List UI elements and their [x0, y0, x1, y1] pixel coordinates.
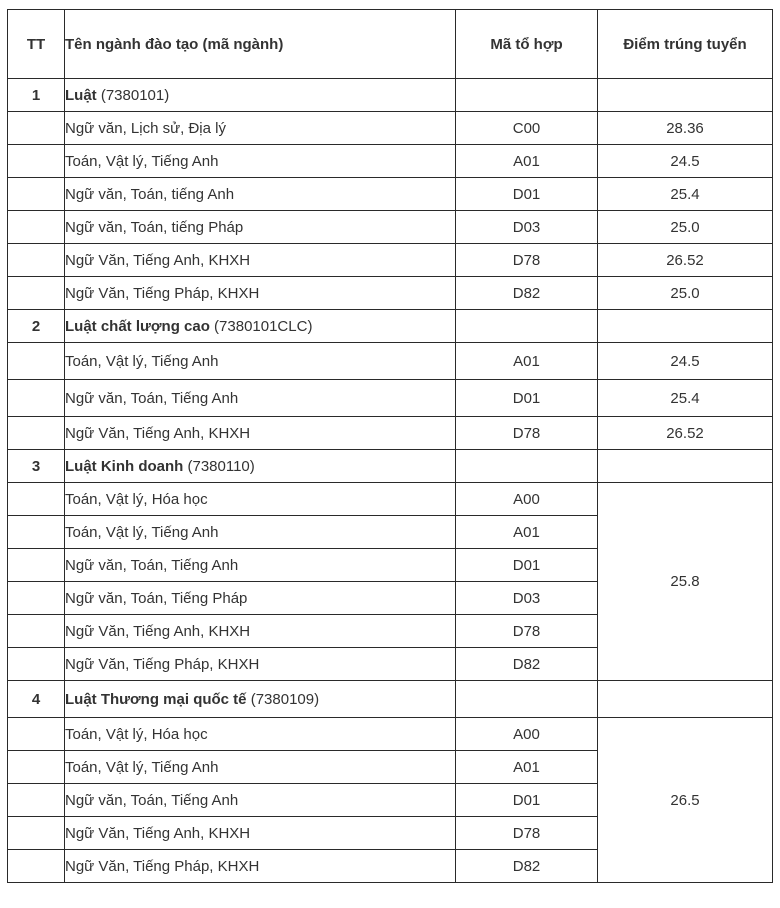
- header-row: [8, 10, 773, 79]
- major-code: (7380109): [246, 690, 320, 708]
- admission-score: 28.36: [598, 112, 773, 145]
- combination-code: A01: [456, 516, 598, 549]
- combination-code: D01: [456, 549, 598, 582]
- header-combination-code: Mã tổ hợp: [456, 10, 598, 79]
- section-number: 1: [8, 79, 65, 112]
- combination-code: D01: [456, 380, 598, 417]
- empty-cell: [8, 277, 65, 310]
- empty-cell: [8, 417, 65, 450]
- combination-code: D78: [456, 615, 598, 648]
- empty-cell: [8, 850, 65, 883]
- empty-cell: [598, 681, 773, 718]
- empty-cell: [456, 681, 598, 718]
- combination-code: A00: [456, 483, 598, 516]
- major-code: (7380101CLC): [209, 317, 313, 335]
- empty-cell: [8, 582, 65, 615]
- empty-cell: [8, 211, 65, 244]
- major-name: Luật Kinh doanh: [65, 457, 184, 475]
- subject-combination: Ngữ văn, Toán, Tiếng Anh: [65, 380, 456, 417]
- empty-cell: [8, 817, 65, 850]
- empty-cell: [8, 244, 65, 277]
- combination-code: D82: [456, 648, 598, 681]
- subject-combination: Ngữ văn, Lịch sử, Địa lý: [65, 112, 456, 145]
- subject-combination: Toán, Vật lý, Hóa học: [65, 483, 456, 516]
- merged-admission-score: 25.8: [598, 483, 773, 681]
- admission-score: 24.5: [598, 343, 773, 380]
- table-row: [8, 380, 773, 417]
- major-title: [65, 681, 456, 718]
- combination-code: A01: [456, 343, 598, 380]
- empty-cell: [8, 516, 65, 549]
- combination-code: D03: [456, 211, 598, 244]
- table-row: [8, 343, 773, 380]
- major-title: [65, 310, 456, 343]
- empty-cell: [456, 310, 598, 343]
- major-name: Luật chất lượng cao: [65, 317, 210, 335]
- subject-combination: Ngữ văn, Toán, tiếng Anh: [65, 178, 456, 211]
- major-name: Luật: [65, 86, 97, 104]
- section-number: 2: [8, 310, 65, 343]
- subject-combination: Toán, Vật lý, Tiếng Anh: [65, 751, 456, 784]
- combination-code: D82: [456, 277, 598, 310]
- major-title: [65, 450, 456, 483]
- combination-code: D01: [456, 178, 598, 211]
- empty-cell: [8, 784, 65, 817]
- combination-code: D78: [456, 244, 598, 277]
- empty-cell: [8, 648, 65, 681]
- combination-code: A00: [456, 718, 598, 751]
- subject-combination: Toán, Vật lý, Tiếng Anh: [65, 145, 456, 178]
- table-row: [8, 483, 773, 516]
- header-major-name: Tên ngành đào tạo (mã ngành): [65, 10, 456, 79]
- major-title: [65, 79, 456, 112]
- header-tt: TT: [8, 10, 65, 79]
- combination-code: D01: [456, 784, 598, 817]
- major-name: Luật Thương mại quốc tế: [65, 690, 247, 708]
- section-header-row: [8, 79, 773, 112]
- combination-code: A01: [456, 145, 598, 178]
- empty-cell: [8, 380, 65, 417]
- empty-cell: [456, 79, 598, 112]
- empty-cell: [8, 615, 65, 648]
- admission-score: 26.52: [598, 417, 773, 450]
- empty-cell: [8, 178, 65, 211]
- empty-cell: [456, 450, 598, 483]
- subject-combination: Ngữ Văn, Tiếng Pháp, KHXH: [65, 277, 456, 310]
- admission-score: 24.5: [598, 145, 773, 178]
- subject-combination: Ngữ Văn, Tiếng Anh, KHXH: [65, 417, 456, 450]
- subject-combination: Toán, Vật lý, Hóa học: [65, 718, 456, 751]
- empty-cell: [8, 549, 65, 582]
- empty-cell: [8, 483, 65, 516]
- table-row: [8, 244, 773, 277]
- empty-cell: [8, 145, 65, 178]
- subject-combination: Ngữ Văn, Tiếng Pháp, KHXH: [65, 648, 456, 681]
- empty-cell: [8, 718, 65, 751]
- empty-cell: [8, 112, 65, 145]
- empty-cell: [8, 751, 65, 784]
- section-number: 3: [8, 450, 65, 483]
- subject-combination: Ngữ văn, Toán, Tiếng Anh: [65, 549, 456, 582]
- empty-cell: [598, 310, 773, 343]
- combination-code: D78: [456, 417, 598, 450]
- admission-scores-table: [7, 9, 773, 883]
- combination-code: D78: [456, 817, 598, 850]
- combination-code: D82: [456, 850, 598, 883]
- table-row: [8, 178, 773, 211]
- subject-combination: Ngữ văn, Toán, tiếng Pháp: [65, 211, 456, 244]
- admission-score: 25.0: [598, 277, 773, 310]
- subject-combination: Toán, Vật lý, Tiếng Anh: [65, 516, 456, 549]
- section-header-row: [8, 450, 773, 483]
- table-row: [8, 112, 773, 145]
- subject-combination: Toán, Vật lý, Tiếng Anh: [65, 343, 456, 380]
- subject-combination: Ngữ Văn, Tiếng Anh, KHXH: [65, 615, 456, 648]
- subject-combination: Ngữ văn, Toán, Tiếng Pháp: [65, 582, 456, 615]
- subject-combination: Ngữ Văn, Tiếng Pháp, KHXH: [65, 850, 456, 883]
- table-row: [8, 277, 773, 310]
- admission-score: 25.0: [598, 211, 773, 244]
- table-row: [8, 211, 773, 244]
- section-number: 4: [8, 681, 65, 718]
- admission-score: 25.4: [598, 380, 773, 417]
- subject-combination: Ngữ Văn, Tiếng Anh, KHXH: [65, 817, 456, 850]
- combination-code: A01: [456, 751, 598, 784]
- header-admission-score: Điểm trúng tuyển: [598, 10, 773, 79]
- subject-combination: Ngữ Văn, Tiếng Anh, KHXH: [65, 244, 456, 277]
- merged-admission-score: 26.5: [598, 718, 773, 883]
- major-code: (7380110): [183, 457, 255, 475]
- empty-cell: [598, 79, 773, 112]
- section-header-row: [8, 310, 773, 343]
- table-row: [8, 145, 773, 178]
- major-code: (7380101): [96, 86, 170, 104]
- subject-combination: Ngữ văn, Toán, Tiếng Anh: [65, 784, 456, 817]
- empty-cell: [598, 450, 773, 483]
- combination-code: D03: [456, 582, 598, 615]
- section-header-row: [8, 681, 773, 718]
- admission-score: 26.52: [598, 244, 773, 277]
- empty-cell: [8, 343, 65, 380]
- combination-code: C00: [456, 112, 598, 145]
- admission-score: 25.4: [598, 178, 773, 211]
- table-row: [8, 417, 773, 450]
- table-row: [8, 718, 773, 751]
